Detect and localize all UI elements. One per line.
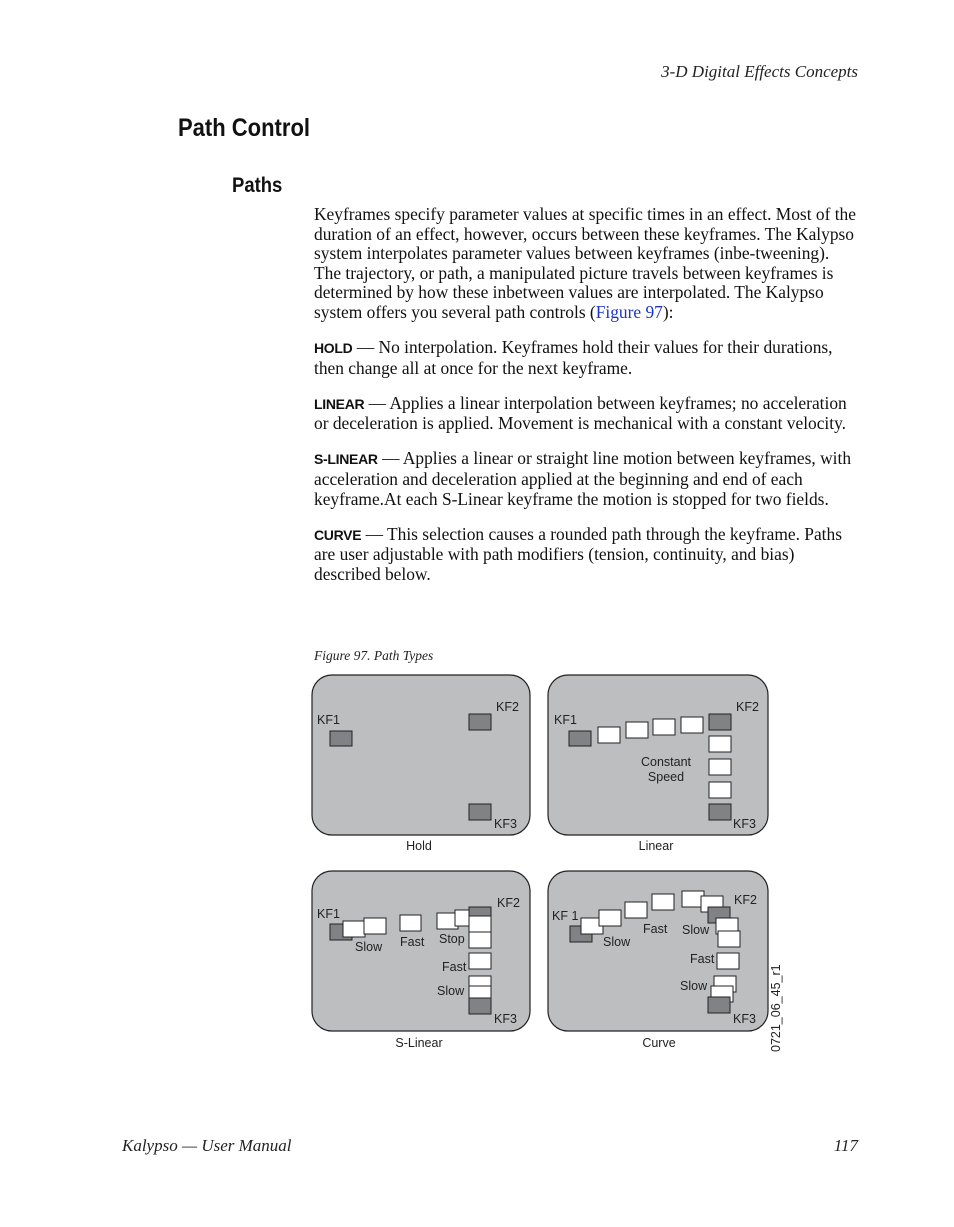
linear-title: Linear (638, 839, 674, 853)
curve-frame (625, 902, 647, 918)
slinear-fast1: Fast (400, 935, 425, 949)
linear-panel (548, 675, 768, 853)
slinear-kf3-label: KF3 (494, 1012, 517, 1026)
curve-frame (652, 894, 674, 910)
subsection-title: Paths (232, 174, 283, 197)
slinear-frame (469, 953, 491, 969)
intro-tail: ): (662, 301, 674, 322)
linear-kf1-box (569, 731, 591, 746)
hold-kf3-label: KF3 (494, 817, 517, 831)
hold-paragraph (314, 338, 860, 378)
slinear-frame (469, 932, 491, 948)
curve-kf3-label: KF3 (733, 1012, 756, 1026)
slinear-slow2: Slow (437, 984, 465, 998)
hold-kf1-label: KF1 (317, 713, 340, 727)
hold-panel (312, 675, 530, 853)
hold-panel-bg (312, 675, 530, 835)
hold-kf1-box (330, 731, 352, 746)
slinear-fast2: Fast (442, 960, 467, 974)
slinear-desc: — Applies a linear or straight line motion between keyframes, with acceleration and deceleration applied at the beginning and end of each keyframe.At each S-Linear keyframe the motion is stopped for two fields. (314, 448, 852, 509)
slinear-kf1-label: KF1 (317, 907, 340, 921)
slinear-kf3-box (469, 998, 491, 1014)
curve-slow1: Slow (603, 935, 631, 949)
linear-frame (626, 722, 648, 738)
linear-frame (709, 736, 731, 752)
slinear-panel-bg (312, 871, 530, 1031)
intro-text: Keyframes specify parameter values at specific times in an effect. Most of the duration of an effect, however, occurs between these keyframes. The Kalypso system interpolates parameter values between keyframes (inbe-tweening). The trajectory, or path, a manipulated picture travels between keyframes is determined by how these inbetween values are interpolated. The Kalypso system offers you several path controls ( (314, 204, 856, 322)
curve-kf2-label: KF2 (734, 893, 757, 907)
linear-kf2-box (709, 714, 731, 730)
slinear-frame (364, 918, 386, 934)
intro-paragraph (314, 205, 860, 323)
hold-title: Hold (406, 839, 432, 853)
hold-desc: — No interpolation. Keyframes hold their values for their durations, then change all at once for the next keyframe. (314, 337, 833, 378)
slinear-term: S-LINEAR (314, 451, 378, 468)
slinear-slow1: Slow (355, 940, 383, 954)
slinear-paragraph (314, 449, 860, 509)
linear-paragraph (314, 394, 860, 434)
footer-manual-title: Kalypso — User Manual (122, 1136, 292, 1155)
curve-title: Curve (642, 1036, 676, 1050)
slinear-frame (400, 915, 421, 931)
linear-kf2-label: KF2 (736, 700, 759, 714)
linear-frame (709, 759, 731, 775)
linear-note-line1: Constant (640, 755, 692, 769)
linear-kf1-label: KF1 (554, 713, 577, 727)
curve-desc: — This selection causes a rounded path through the keyframe. Paths are user adjustable with path modifiers (tension, continuity, and bias) described below. (314, 523, 842, 584)
slinear-frame (343, 921, 365, 937)
curve-frame (717, 953, 739, 969)
running-header: 3-D Digital Effects Concepts (661, 62, 858, 81)
curve-frame (599, 910, 621, 926)
linear-frame (653, 719, 675, 735)
curve-kf1-label: KF 1 (552, 909, 579, 923)
curve-frame (718, 931, 740, 947)
figure-97-link[interactable]: Figure 97 (595, 301, 663, 322)
figure-caption: Figure 97. Path Types (314, 648, 434, 663)
linear-term: LINEAR (314, 395, 365, 412)
linear-frame (709, 782, 731, 798)
hold-kf2-label: KF2 (496, 700, 519, 714)
linear-kf3-label: KF3 (733, 817, 756, 831)
section-title: Path Control (178, 114, 310, 142)
hold-term: HOLD (314, 340, 353, 357)
linear-frame (681, 717, 703, 733)
linear-kf3-box (709, 804, 731, 820)
path-types-figure (305, 670, 795, 1065)
hold-kf3-box (469, 804, 491, 820)
curve-fast1: Fast (643, 922, 668, 936)
slinear-kf2-label: KF2 (497, 896, 520, 910)
figure-id-code: 0721_06_45_r1 (769, 964, 783, 1052)
slinear-panel (312, 871, 530, 1050)
curve-paragraph (314, 525, 860, 585)
linear-desc: — Applies a linear interpolation between keyframes; no acceleration or deceleration is applied. Movement is mechanical with a constant velocity. (314, 392, 847, 434)
slinear-stop: Stop (439, 932, 465, 946)
linear-frame (598, 727, 620, 743)
curve-slow3: Slow (680, 979, 708, 993)
footer-page-number: 117 (833, 1136, 858, 1155)
curve-panel (548, 871, 768, 1050)
body-text (314, 205, 860, 600)
curve-term: CURVE (314, 526, 362, 543)
curve-kf3-box (708, 997, 730, 1013)
slinear-frame (469, 916, 491, 932)
slinear-title: S-Linear (395, 1036, 443, 1050)
hold-kf2-box (469, 714, 491, 730)
curve-fast2: Fast (690, 952, 715, 966)
linear-note-line2: Speed (647, 770, 685, 784)
curve-slow2: Slow (682, 923, 710, 937)
